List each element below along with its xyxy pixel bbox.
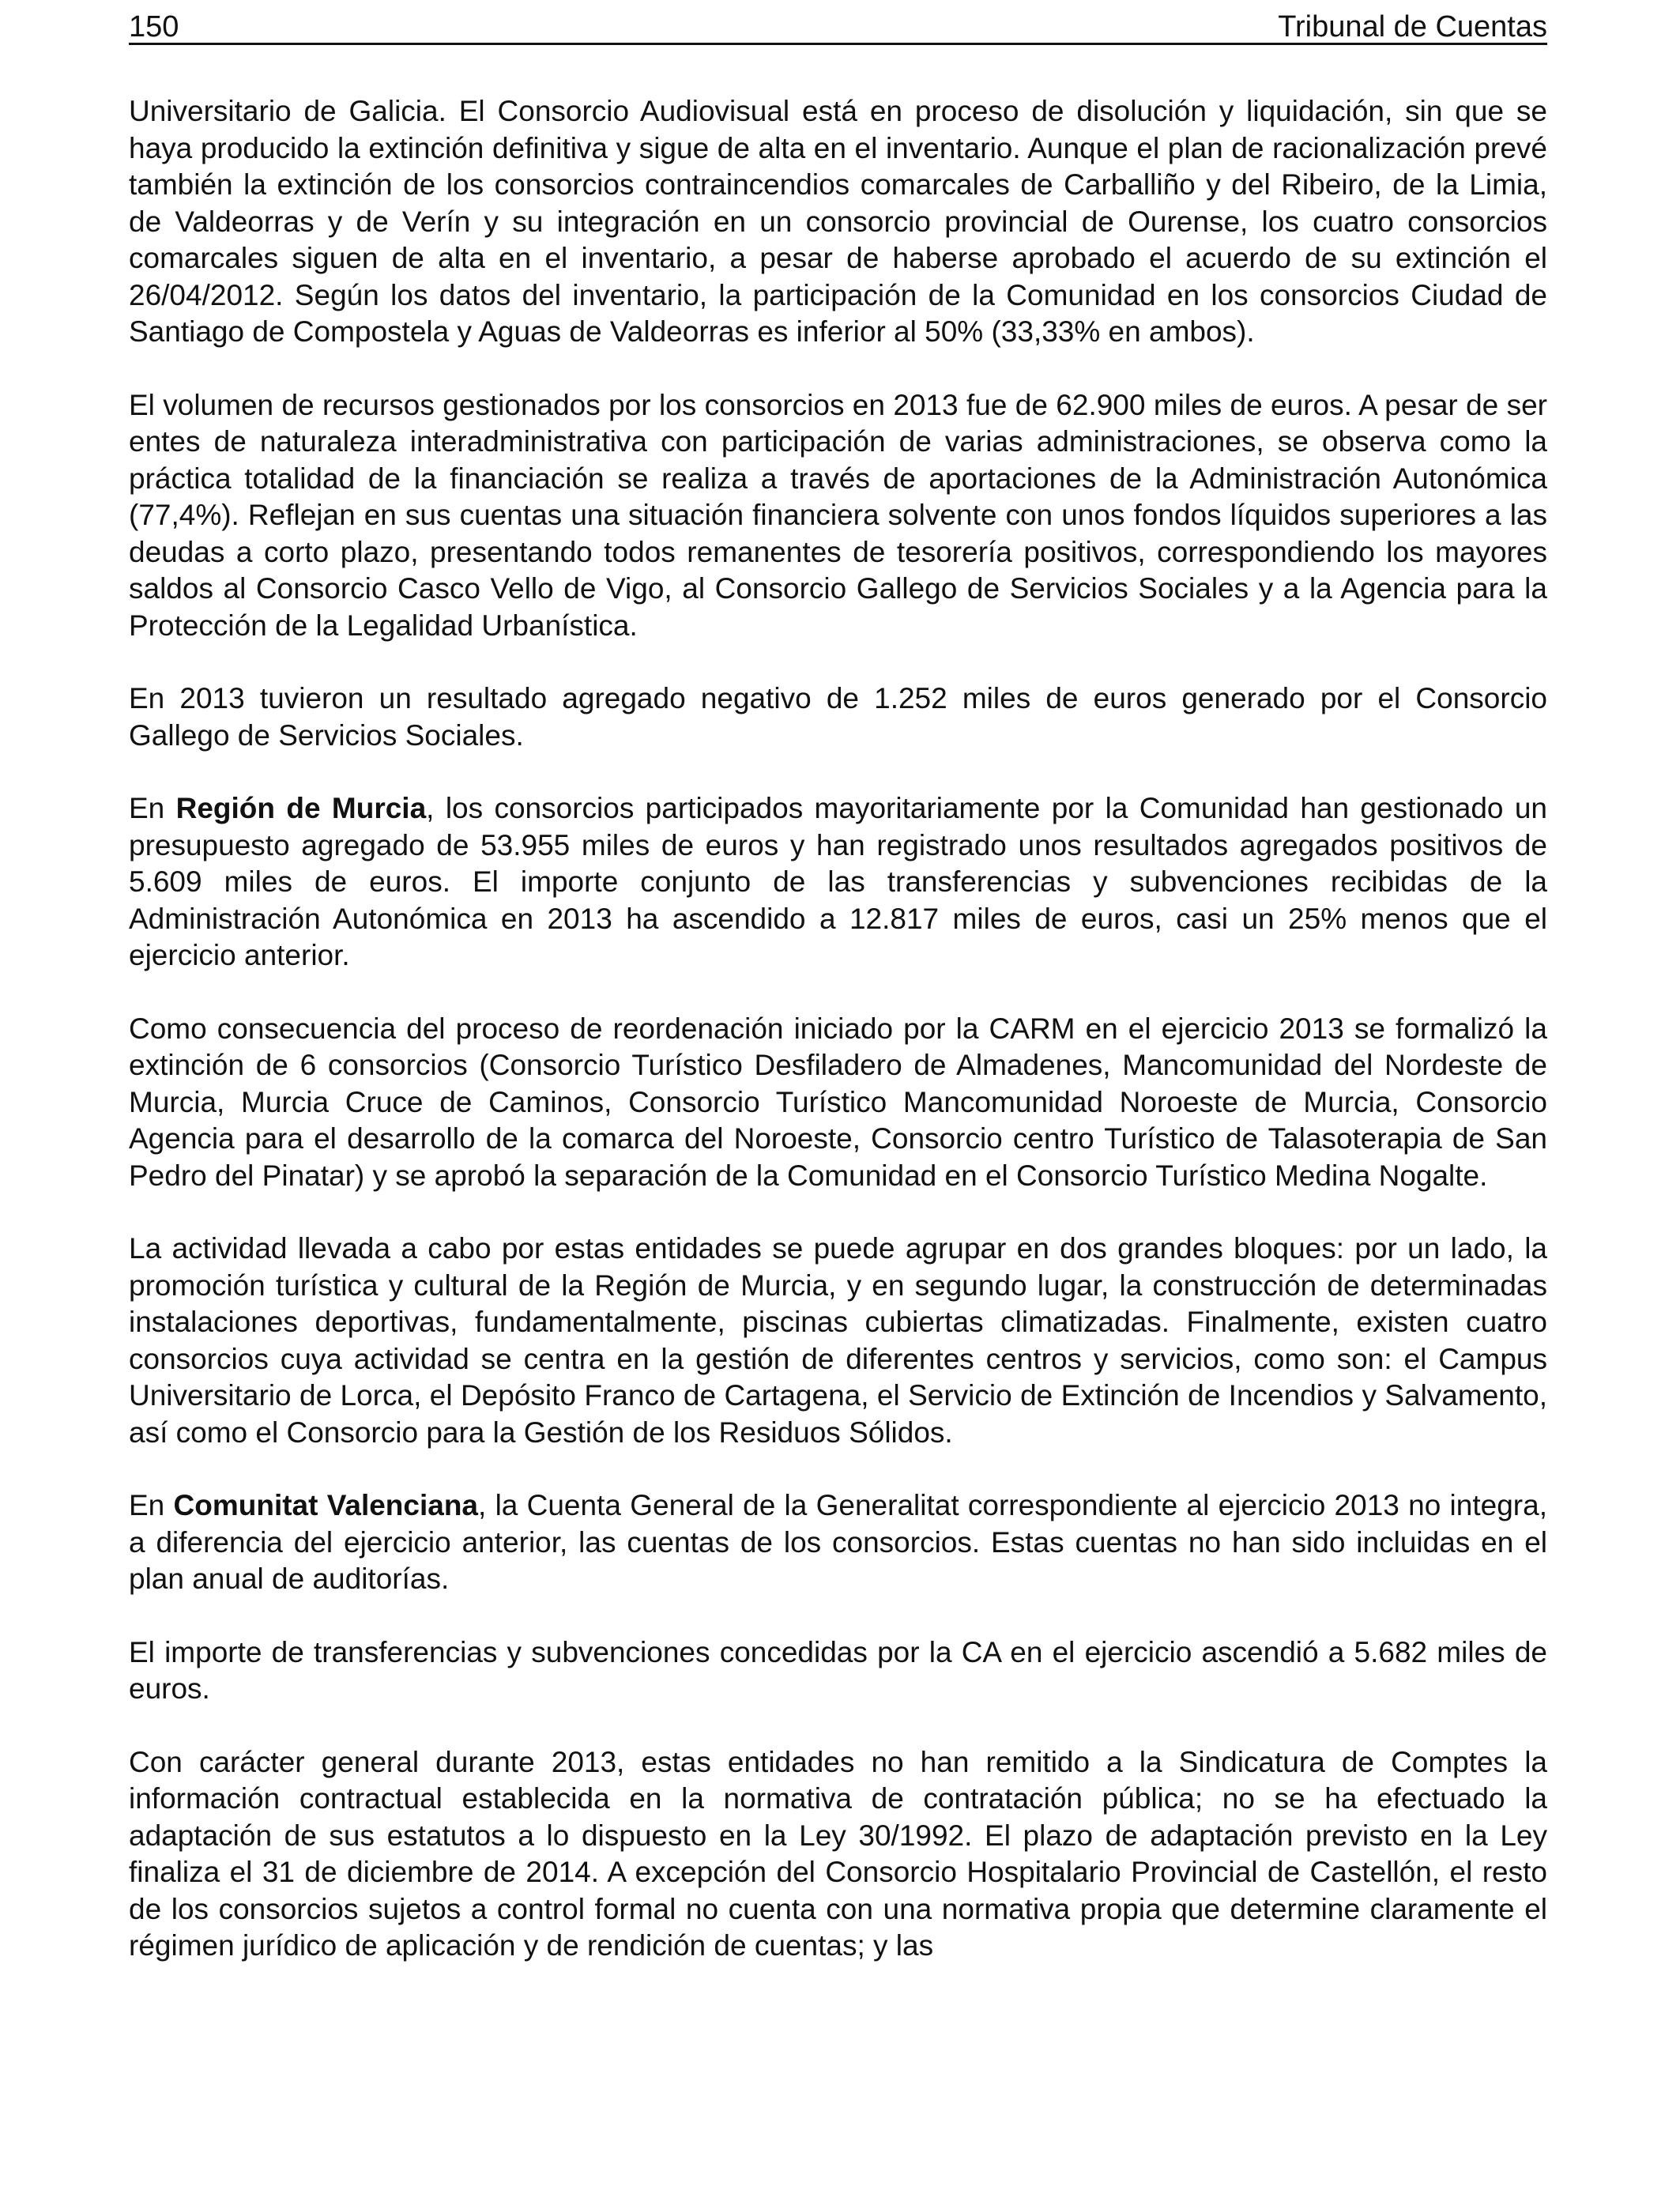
paragraph-valenciana-transfers <box>129 1634 1547 1708</box>
paragraph-murcia-reorganization <box>129 1011 1547 1195</box>
paragraph-galicia-resources <box>129 387 1547 645</box>
paragraph-valenciana-accounts <box>129 1487 1547 1598</box>
paragraph-text: Con carácter general durante 2013, estas entidades no han remitido a la Sindicatura de Comptes la información contractual establecida en la normativa de contratación pública; no se ha efectuado la adaptación de sus estatutos a lo dispuesto en la Ley 30/1992. El plazo de adaptación previsto en la Ley finaliza el 31 de diciembre de 2014. A excepción del Consorcio Hospitalario Provincial de Castellón, el resto de los consorcios sujetos a control formal no cuenta con una normativa propia que determine claramente el régimen jurídico de aplicación y de rendición de cuentas; y las <box>129 1745 1547 1962</box>
paragraph-murcia-activity <box>129 1231 1547 1451</box>
paragraph-text: El importe de transferencias y subvenciones concedidas por la CA en el ejercicio ascendió a 5.682 miles de euros. <box>129 1635 1547 1705</box>
running-title: Tribunal de Cuentas <box>1278 10 1547 43</box>
paragraph-text: , los consorcios participados mayoritariamente por la Comunidad han gestionado un presupuesto agregado de 53.955 miles de euros y han registrado unos resultados agregados positivos de 5.609 miles de euros. El importe conjunto de las transferencias y subvenciones recibidas de la Administración Autonómica en 2013 ha ascendido a 12.817 miles de euros, casi un 25% menos que el ejercicio anterior. <box>129 792 1547 971</box>
paragraph-lead: En <box>129 792 176 824</box>
paragraph-galicia-inventory <box>129 93 1547 351</box>
paragraph-lead: En <box>129 1489 174 1521</box>
paragraph-text: , la Cuenta General de la Generalitat correspondiente al ejercicio 2013 no integra, a diferencia del ejercicio anterior, las cuentas de los consorcios. Estas cuentas no han sido incluidas en el plan anual de auditorías. <box>129 1489 1547 1595</box>
paragraph-text: El volumen de recursos gestionados por los consorcios en 2013 fue de 62.900 miles de euros. A pesar de ser entes de naturaleza interadministrativa con participación de varias administraciones, se observa como la práctica totalidad de la financiación se realiza a través de aportaciones de la Administración Autonómica (77,4%). Reflejan en sus cuentas una situación financiera solvente con unos fondos líquidos superiores a las deudas a corto plazo, presentando todos remanentes de tesorería positivos, correspondiendo los mayores saldos al Consorcio Casco Vello de Vigo, al Consorcio Gallego de Servicios Sociales y a la Agencia para la Protección de la Legalidad Urbanística. <box>129 388 1547 642</box>
paragraph-galicia-result <box>129 680 1547 754</box>
region-name-murcia: Región de Murcia <box>175 792 427 824</box>
region-name-valenciana: Comunitat Valenciana <box>173 1489 479 1521</box>
paragraph-text: En 2013 tuvieron un resultado agregado negativo de 1.252 miles de euros generado por el Consorcio Gallego de Servicios Sociales. <box>129 682 1547 752</box>
page-number: 150 <box>129 10 179 43</box>
page-header <box>129 5 1547 45</box>
paragraph-valenciana-general <box>129 1744 1547 1965</box>
paragraph-text: Universitario de Galicia. El Consorcio Audiovisual está en proceso de disolución y liquidación, sin que se haya producido la extinción definitiva y sigue de alta en el inventario. Aunque el plan de racionalización prevé también la extinción de los consorcios contraincendios comarcales de Carballiño y del Ribeiro, de la Limia, de Valdeorras y de Verín y su integración en un consorcio provincial de Ourense, los cuatro consorcios comarcales siguen de alta en el inventario, a pesar de haberse aprobado el acuerdo de su extinción el 26/04/2012. Según los datos del inventario, la participación de la Comunidad en los consorcios Ciudad de Santiago de Compostela y Aguas de Valdeorras es inferior al 50% (33,33% en ambos). <box>129 95 1547 348</box>
paragraph-text: Como consecuencia del proceso de reordenación iniciado por la CARM en el ejercicio 2013 se formalizó la extinción de 6 consorcios (Consorcio Turístico Desfiladero de Almadenes, Mancomunidad del Nordeste de Murcia, Murcia Cruce de Caminos, Consorcio Turístico Mancomunidad Noroeste de Murcia, Consorcio Agencia para el desarrollo de la comarca del Noroeste, Consorcio centro Turístico de Talasoterapia de San Pedro del Pinatar) y se aprobó la separación de la Comunidad en el Consorcio Turístico Medina Nogalte. <box>129 1012 1547 1192</box>
paragraph-text: La actividad llevada a cabo por estas entidades se puede agrupar en dos grandes bloques: por un lado, la promoción turística y cultural de la Región de Murcia, y en segundo lugar, la construcción de determinadas instalaciones deportivas, fundamentalmente, piscinas cubiertas climatizadas. Finalmente, existen cuatro consorcios cuya actividad se centra en la gestión de diferentes centros y servicios, como son: el Campus Universitario de Lorca, el Depósito Franco de Cartagena, el Servicio de Extinción de Incendios y Salvamento, así como el Consorcio para la Gestión de los Residuos Sólidos. <box>129 1232 1547 1449</box>
paragraph-murcia-budget <box>129 790 1547 974</box>
body-text <box>129 93 1547 2001</box>
